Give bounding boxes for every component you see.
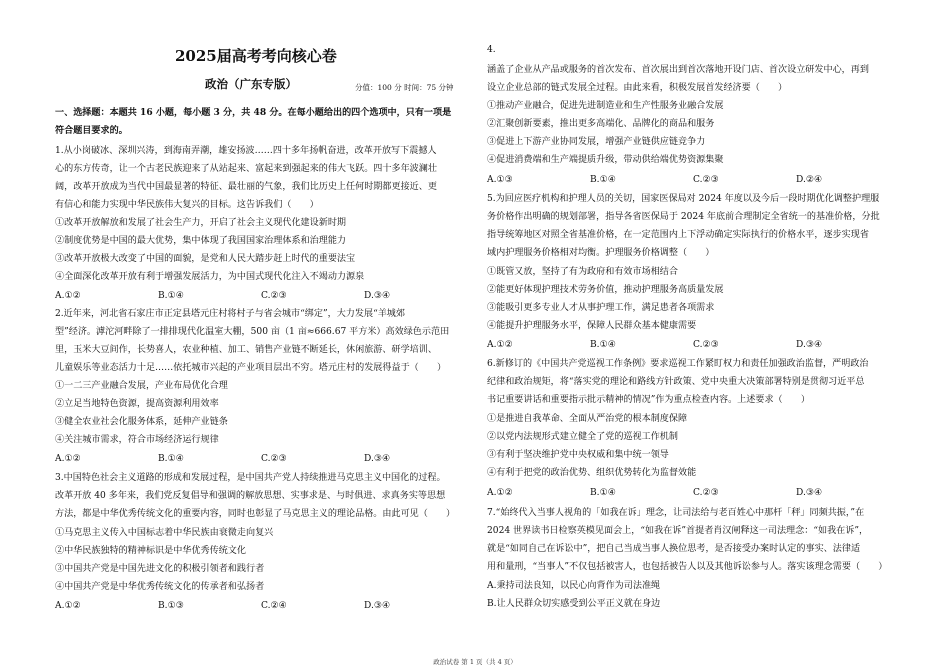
q4-stem-line: 涵盖了企业从产品或服务的首次发布、首次展出到首次落地开设门店、首次设立研发中心，再到 xyxy=(487,65,869,75)
q7-stem-line: 2024 世界读书日检察英模见面会上，“如我在诉”首提者肖汉闸释这一司法理念：“如我在诉”， xyxy=(487,526,869,536)
q5-stem-line: 域内护理服务价格相对均衡。护理服务价格调整（ ） xyxy=(487,248,715,258)
q7-stem-line: 7.“始终代入当事人视角的「如我在诉」理念，让司法给与老百姓心中那杆「秤」同频共振，”在 xyxy=(487,508,865,518)
q6-option-c[interactable]: C.②③ xyxy=(693,488,719,498)
q3-item: ③中国共产党是中国先进文化的积极引领者和践行者 xyxy=(55,564,265,574)
q5-option-d[interactable]: D.③④ xyxy=(796,340,823,350)
q2-option-b[interactable]: B.①④ xyxy=(158,454,184,464)
q3-item: ①马克思主义传入中国标志着中华民族由衰微走向复兴 xyxy=(55,528,274,538)
q4-item: ①推动产业融合，促进先进制造业和生产性服务业融合发展 xyxy=(487,101,724,111)
q4-options xyxy=(487,174,899,186)
q5-item: ④能提升护理服务水平，保障人民群众基本健康需要 xyxy=(487,321,697,331)
q3-options xyxy=(55,600,467,612)
q2-options xyxy=(55,453,467,465)
q5-stem-line: 务价格作出明确的规划部署，指导各省医保局于 2024 年底前合理制定全省统一的基准价格，分批 xyxy=(487,212,880,222)
q2-option-c[interactable]: C.②③ xyxy=(261,454,287,464)
q6-option-b[interactable]: B.①④ xyxy=(590,488,616,498)
section-heading-cont: 符合题目要求的。 xyxy=(55,125,128,136)
page-footer: 政治试卷 第 1 页（共 4 页） xyxy=(433,658,517,666)
q2-stem-line: 里，玉米大豆间作，长势喜人，农业种植、加工、销售产业链不断延长，休闲旅游、研学培训、 xyxy=(55,345,437,355)
q7-option-b[interactable]: B.让人民群众切实感受到公平正义就在身边 xyxy=(487,599,661,609)
q4-option-a[interactable]: A.①③ xyxy=(487,175,513,185)
q1-option-a[interactable]: A.①② xyxy=(55,291,81,301)
q4-number: 4. xyxy=(487,45,496,55)
q3-option-c[interactable]: C.②④ xyxy=(261,601,287,611)
q2-item: ②立足当地特色资源，提高资源利用效率 xyxy=(55,399,219,409)
q2-item: ④关注城市需求，符合市场经济运行规律 xyxy=(55,435,219,445)
q5-item: ③能吸引更多专业人才从事护理工作，满足患者各项需求 xyxy=(487,303,715,313)
q3-stem-line: 改革开放 40 多年来，我们党反复倡导和强调的解放思想、实事求是、与时俱进、求真务实等思想 xyxy=(55,491,446,501)
q1-stem-line: 有信心和能力实现中华民族伟大复兴的目标。这告诉我们（ ） xyxy=(55,200,319,210)
q4-item: ③促进上下游产业协同发展，增强产业链供应链竞争力 xyxy=(487,137,706,147)
q3-stem-line: 3.中国特色社会主义道路的形成和发展过程，是中国共产党人持续推进马克思主义中国化的过程。 xyxy=(55,473,446,483)
q1-stem-line: 心的东方传奇，让一个古老民族迎来了从站起来、富起来到强起来的伟大飞跃。四十多年波澜壮 xyxy=(55,164,437,174)
q4-item: ②汇聚创新要素，推出更多高端化、品牌化的商品和服务 xyxy=(487,119,715,129)
q1-item: ②制度优势是中国的最大优势，集中体现了我国国家治理体系和治理能力 xyxy=(55,236,347,246)
q2-option-a[interactable]: A.①② xyxy=(55,454,81,464)
q6-options xyxy=(487,487,899,499)
q1-option-b[interactable]: B.①④ xyxy=(158,291,184,301)
q4-option-c[interactable]: C.②③ xyxy=(693,175,719,185)
exam-title: 2025届高考考向核心卷 xyxy=(175,47,337,65)
q6-item: ③有利于坚决维护党中央权威和集中统一领导 xyxy=(487,450,669,460)
q5-item: ②能更好体现护理技术劳务价值，推动护理服务高质量发展 xyxy=(487,285,724,295)
q4-option-d[interactable]: D.②④ xyxy=(796,175,823,185)
q7-option-a[interactable]: A.秉持司法良知，以民心向背作为司法准绳 xyxy=(487,581,661,591)
q5-options xyxy=(487,339,899,351)
q6-item: ①是推进自我革命、全面从严治党的根本制度保障 xyxy=(487,414,688,424)
q6-stem-line: 纪律和政治规矩，将“落实党的理论和路线方针政策、党中央重大决策部署特别是贯彻习近平总 xyxy=(487,377,865,387)
q1-item: ④全面深化改革开放有利于增强发展活力，为中国式现代化注入不竭动力源泉 xyxy=(55,272,365,282)
q5-option-a[interactable]: A.①② xyxy=(487,340,513,350)
exam-subtitle: 政治（广东专版） xyxy=(205,77,297,91)
section-heading: 一、选择题：本题共 16 小题，每小题 3 分，共 48 分。在每小题给出的四个选项中，只有一项是 xyxy=(55,107,452,118)
q5-stem-line: 5.为回应医疗机构和护理人员的关切，国家医保局对 2024 年度以及今后一段时期优化调整护理服 xyxy=(487,194,880,204)
q5-option-c[interactable]: C.②③ xyxy=(693,340,719,350)
q2-stem-line: 儿童娱乐等业态活力十足……依托城市兴起的产业项目层出不穷。塔元庄村的发展得益于（ ） xyxy=(55,363,447,373)
q4-item: ④促进消费端和生产端提质升级，带动供给端优势资源集聚 xyxy=(487,155,724,165)
q6-item: ②以党内法规形式建立健全了党的巡视工作机制 xyxy=(487,432,678,442)
q1-item: ①改革开放解放和发展了社会生产力，开启了社会主义现代化建设新时期 xyxy=(55,218,347,228)
q6-stem-line: 书记重要讲话和重要指示批示精神的情况”作为重点检查内容。上述要求（ ） xyxy=(487,395,810,405)
q7-stem-line: 用和量刑，“当事人”不仅包括被害人，也包括被告人以及其他诉讼参与人。落实该理念需要（ ） xyxy=(487,562,888,572)
q6-option-a[interactable]: A.①② xyxy=(487,488,513,498)
q5-item: ①既管又放，坚持了有为政府和有效市场相结合 xyxy=(487,267,678,277)
q1-item: ③改革开放极大改变了中国的面貌，是党和人民大踏步赶上时代的重要法宝 xyxy=(55,254,356,264)
q5-option-b[interactable]: B.①④ xyxy=(590,340,616,350)
q2-option-d[interactable]: D.③④ xyxy=(364,454,391,464)
q7-stem-line: 就是“如同自己在诉讼中”，把自己当成当事人换位思考，是否接受办案时认定的事实、法律适 xyxy=(487,544,861,554)
q2-item: ③健全农业社会化服务体系，延伸产业链条 xyxy=(55,417,228,427)
q1-stem-line: 阔，改革开放成为当代中国最显著的特征、最壮丽的气象，我们比历史上任何时期都更接近、更 xyxy=(55,182,437,192)
q3-item: ④中国共产党是中华优秀传统文化的传承者和弘扬者 xyxy=(55,582,265,592)
q3-item: ②中华民族独特的精神标识是中华优秀传统文化 xyxy=(55,546,246,556)
q5-stem-line: 指导统筹地区对照全省基准价格，在一定范围内上下浮动确定实际执行的价格水平，逐步实现省 xyxy=(487,230,869,240)
q3-option-d[interactable]: D.③④ xyxy=(364,601,391,611)
q3-option-b[interactable]: B.①③ xyxy=(158,601,184,611)
q4-option-b[interactable]: B.①④ xyxy=(590,175,616,185)
exam-meta: 分值：100 分 时间：75 分钟 xyxy=(355,83,454,92)
q2-item: ①一二三产业融合发展，产业布局优化合理 xyxy=(55,381,228,391)
q4-stem-line: 设立企业总部的链式发展全过程。由此来看，积极发展首发经济要（ ） xyxy=(487,83,788,93)
q1-options xyxy=(55,290,467,302)
q1-option-c[interactable]: C.②③ xyxy=(261,291,287,301)
q6-item: ④有利于把党的政治优势、组织优势转化为监督效能 xyxy=(487,468,697,478)
q1-option-d[interactable]: D.③④ xyxy=(364,291,391,301)
q3-option-a[interactable]: A.①② xyxy=(55,601,81,611)
q2-stem-line: 2.近年来，河北省石家庄市正定县塔元庄村将村子与省会城市“绑定”，大力发展“羊城郊 xyxy=(55,309,405,319)
q2-stem-line: 型”经济。滹沱河畔除了一排排现代化温室大棚，500 亩（1 亩≈666.67 平方米）高效绿色示范田 xyxy=(55,327,450,337)
q6-option-d[interactable]: D.③④ xyxy=(796,488,823,498)
q1-stem-line: 1.从小岗破冰、深圳兴涛，到海南弄潮，雄安扬波……四十多年扬帆奋进，改革开放写下震撼人 xyxy=(55,146,437,156)
q3-stem-line: 方法，都是中华优秀传统文化的重要内容，同时也彰显了马克思主义的理论品格。由此可见（ ） xyxy=(55,509,456,519)
q6-stem-line: 6.新修订的《中国共产党巡视工作条例》要求巡视工作紧盯权力和责任加强政治监督，严明政治 xyxy=(487,359,869,369)
